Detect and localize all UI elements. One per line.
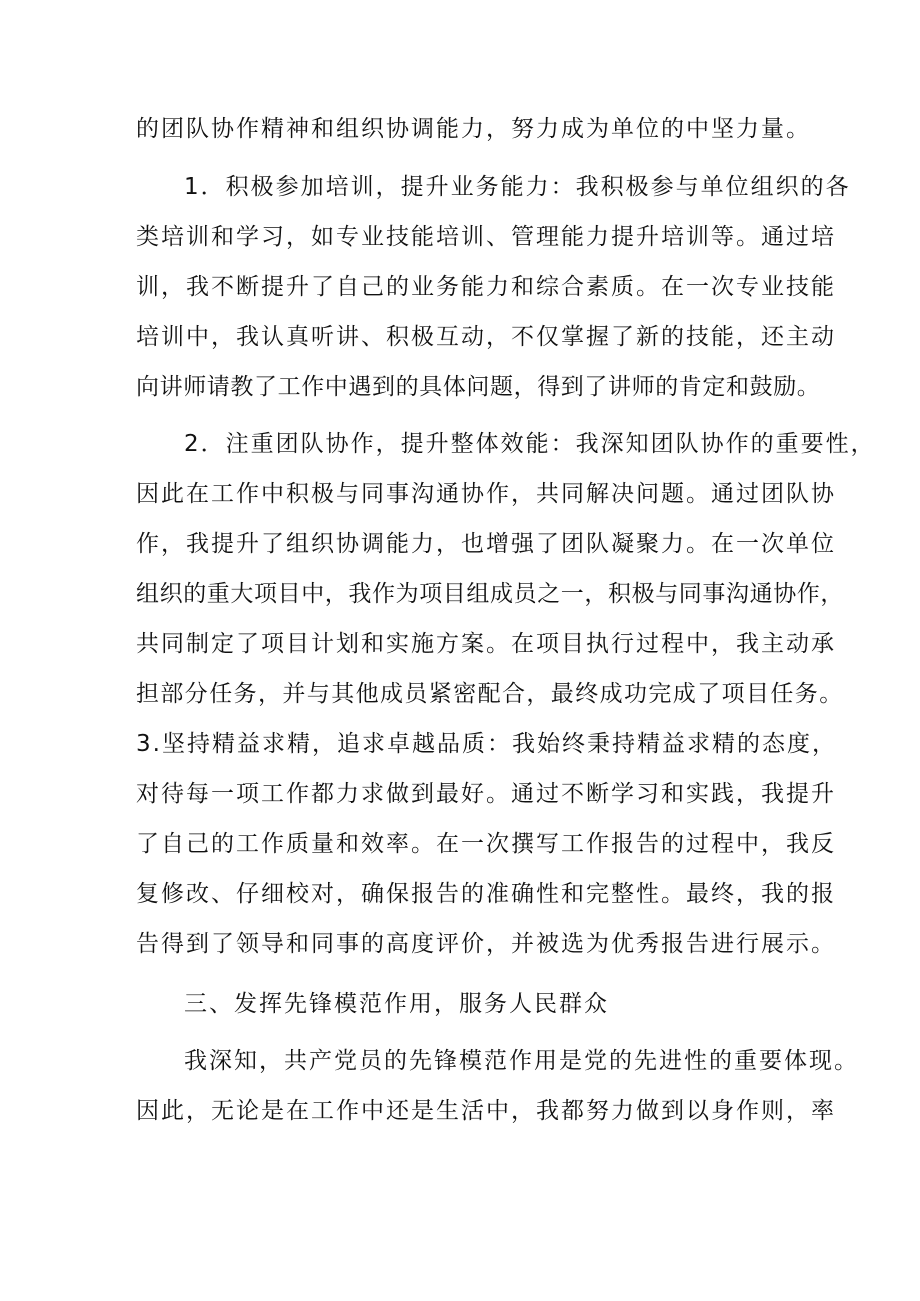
text-line: 复修改、仔细校对，确保报告的准确性和完整性。最终，我的报 <box>136 881 836 907</box>
text-line: 共同制定了项目计划和实施方案。在项目执行过程中，我主动承 <box>136 631 836 657</box>
text-line: 的团队协作精神和组织协调能力，努力成为单位的中坚力量。 <box>136 116 811 142</box>
text-line: 3.坚持精益求精，追求卓越品质：我始终秉持精益求精的态度， <box>136 731 837 757</box>
text-line: 训，我不断提升了自己的业务能力和综合素质。在一次专业技能 <box>136 274 836 300</box>
text-line: 我深知，共产党员的先锋模范作用是党的先进性的重要体现。 <box>184 1048 859 1074</box>
text-line: 类培训和学习，如专业技能培训、管理能力提升培训等。通过培 <box>136 224 836 250</box>
text-line: 了自己的工作质量和效率。在一次撰写工作报告的过程中，我反 <box>136 831 836 857</box>
text-line: 告得到了领导和同事的高度评价，并被选为优秀报告进行展示。 <box>136 931 836 957</box>
section-heading: 三、发挥先锋模范作用，服务人民群众 <box>184 991 609 1017</box>
text-line: 因此在工作中积极与同事沟通协作，共同解决问题。通过团队协 <box>136 481 836 507</box>
text-line: 组织的重大项目中，我作为项目组成员之一，积极与同事沟通协作， <box>136 581 844 607</box>
text-line: 培训中，我认真听讲、积极互动，不仅掌握了新的技能，还主动 <box>136 324 836 350</box>
text-line: 对待每一项工作都力求做到最好。通过不断学习和实践，我提升 <box>136 781 836 807</box>
text-line: 作，我提升了组织协调能力，也增强了团队凝聚力。在一次单位 <box>136 531 836 557</box>
text-line: 2．注重团队协作，提升整体效能：我深知团队协作的重要性， <box>184 431 876 457</box>
text-line: 因此，无论是在工作中还是生活中，我都努力做到以身作则，率 <box>136 1098 836 1124</box>
text-line: 向讲师请教了工作中遇到的具体问题，得到了讲师的肯定和鼓励。 <box>136 374 821 400</box>
text-line: 担部分任务，并与其他成员紧密配合，最终成功完成了项目任务。 <box>136 681 844 707</box>
text-line: 1．积极参加培训，提升业务能力：我积极参与单位组织的各 <box>184 174 851 200</box>
